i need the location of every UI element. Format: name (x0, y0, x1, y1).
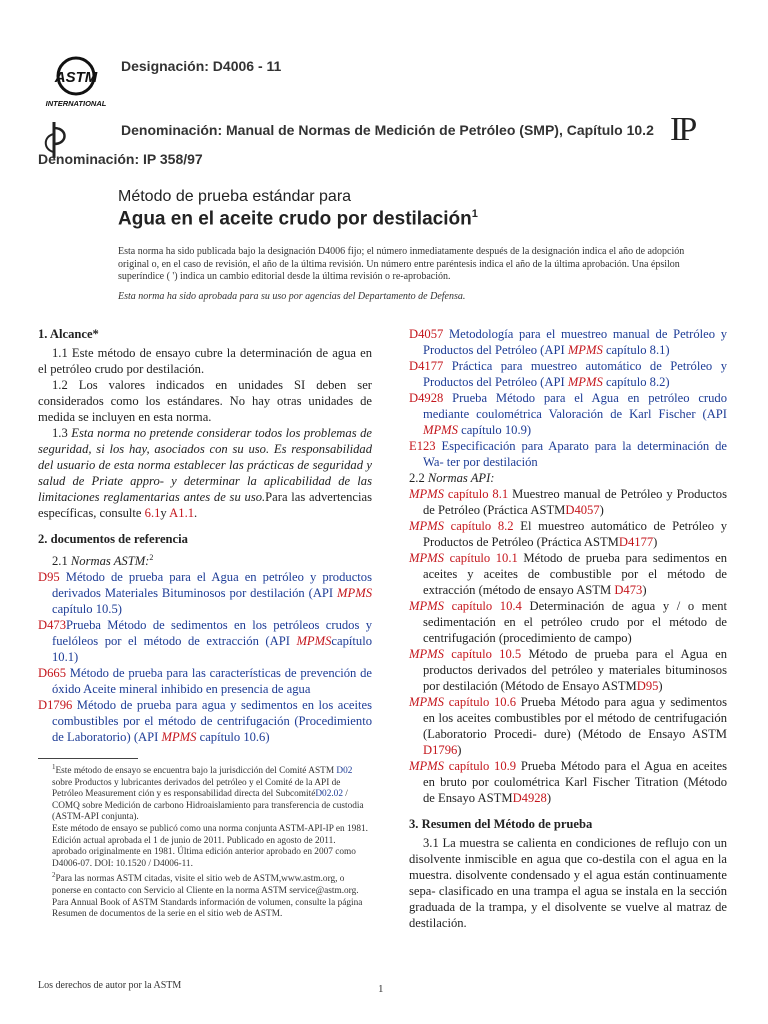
denomination-ip: Denominación: IP 358/97 (38, 151, 203, 167)
reference-title: Método de prueba para agua y sedimentos en los aceites combustibles por el método de centrifugación (Procedimiento de Laboratorio) (API (52, 698, 372, 745)
subsection-label: Normas API: (427, 471, 495, 485)
reference-item (38, 617, 372, 665)
reference-mpms: MPMS (409, 519, 444, 533)
reference-mpms: MPMS (409, 695, 444, 709)
reference-mpms: MPMS (296, 634, 332, 649)
denomination-smp: Denominación: Manual de Normas de Medición de Petróleo (SMP), Capítulo 10.2 (121, 122, 654, 138)
reference-end: ) (457, 743, 462, 757)
page-title (118, 208, 478, 230)
reference-mpms: MPMS (409, 759, 444, 773)
reference-item (409, 390, 727, 438)
page-title-text: Agua en el aceite crudo por destilación (118, 208, 472, 230)
reference-title: Determinación de agua y / o ment sedimentación en el petróleo crudo por el método de centrifugación (procedimiento de campo) (423, 599, 727, 645)
section-heading-references: 2. documentos de referencia (38, 532, 188, 546)
reference-code-link[interactable]: D4057 (565, 503, 600, 517)
reference-mpms: MPMS (423, 423, 458, 437)
page-number: 1 (378, 983, 384, 995)
astm-reference-list-cont (409, 326, 727, 470)
reference-mpms: MPMS (409, 551, 444, 565)
reference-title: Especificación para Aparato para la determinación de Wa- ter por destilación (423, 439, 727, 469)
reference-chapter-link[interactable]: capítulo 8.1 (443, 487, 509, 501)
reference-title: Prueba Método para el Agua en aceites en bruto por coulométrica Karl Fischer Titration (Método de Ensayo ASTM (423, 759, 727, 805)
ip-logo-text: IP (670, 111, 695, 148)
astm-logo-sub: INTERNATIONAL (45, 99, 107, 108)
footnote-1 (38, 762, 372, 824)
reference-title: Práctica para muestreo automático de Petróleo y Productos del Petróleo (API (423, 359, 727, 389)
reference-title: Metodología para el muestreo manual de Petróleo y Productos del Petróleo (API (423, 327, 727, 357)
subsection-label: Normas ASTM: (70, 554, 150, 569)
footnote-mark: 2 (52, 871, 56, 880)
paragraph-text: . (194, 506, 198, 520)
reference-code-link[interactable]: E123 (409, 439, 436, 453)
reference-mpms: MPMS (567, 343, 603, 357)
reference-title: Método de prueba para el Agua en petróleo y productos derivados Materiales Bituminosos por destilación (API (52, 570, 372, 601)
reference-code-link[interactable]: D665 (38, 666, 66, 681)
astm-logo (40, 50, 112, 110)
footnote-text: / COMQ sobre Medición de carbono Hidroaislamiento para transferencia de custodia (ASTM-API conjunta). (52, 789, 364, 823)
reference-title: Prueba Método para agua y sedimentos en los aceites combustibles por el método de centrifugación (Laboratorio Procedi- dure) (Método de Ensayo ASTM (423, 695, 727, 741)
reference-title: Método de prueba para sedimentos en aceites y aceites de combustible por el método de extracción (método de ensayo ASTM (423, 551, 727, 597)
reference-code-link[interactable]: D1796 (423, 743, 458, 757)
footnote-mark: 1 (52, 763, 56, 771)
subsection-api (409, 470, 727, 486)
reference-end: ) (653, 535, 658, 549)
astm-logo-text: ASTM (54, 69, 98, 86)
reference-chapter-link[interactable]: capítulo 10.9 (443, 759, 517, 773)
reference-title: El muestreo automático de Petróleo y Productos de Petróleo (Práctica ASTM (423, 519, 727, 549)
reference-item (409, 438, 727, 470)
link-6-1[interactable]: 6.1 (144, 506, 161, 520)
copyright-footer: Los derechos de autor por la ASTM (38, 980, 182, 991)
reference-title: Muestreo manual de Petróleo y Productos de Petróleo (Práctica ASTM (423, 487, 727, 517)
api-reference-item (409, 598, 727, 646)
reference-end: ) (642, 583, 647, 597)
reference-chapter: capítulo 10.5) (52, 602, 122, 617)
reference-title: Prueba Método para el Agua en petróleo crudo mediante coulométrica Valoración de Karl Fischer (API (423, 391, 727, 421)
reference-chapter-link[interactable]: capítulo 10.1 (443, 551, 518, 565)
footnote-text: Para las normas ASTM citadas, visite el sitio web de ASTM,www.astm.org, o ponerse en contacto con Servicio al Cliente en la norma ASTM service@astm.org. Para Annual Book of ASTM Standards información de volumen, consulte la página Resumen de documentos de la serie en el sitio web de ASTM. (52, 874, 363, 920)
reference-code-link[interactable]: D4177 (618, 535, 654, 549)
reference-end: ) (658, 679, 663, 693)
reference-code-link[interactable]: D473 (38, 618, 66, 633)
reference-chapter: capítulo 8.2) (602, 375, 670, 389)
paragraph-text: Para las advertencias específicas, consulte (38, 490, 372, 520)
footnote-1-edition: Edición actual aprobada el 1 de junio de 2011. Publicado en agosto de 2011. aprobado originalmente en 1981. Última edición anterior aprobado en 2007 como D4006-07. DOI: 10.1520 / D4006-11. (52, 835, 356, 869)
reference-item (409, 358, 727, 390)
link-a1-1[interactable]: A1.1 (169, 506, 195, 520)
subsection-astm (52, 550, 372, 569)
reference-code-link[interactable]: D473 (614, 583, 643, 597)
subsection-num: 2.1 (52, 554, 71, 569)
paragraph-text: y (160, 506, 170, 520)
api-reference-item (409, 758, 727, 806)
footnote-2 (38, 870, 372, 920)
reference-chapter-link[interactable]: capítulo 8.2 (443, 519, 514, 533)
reference-mpms: MPMS (409, 599, 444, 613)
api-reference-item (409, 646, 727, 694)
reference-mpms: MPMS (337, 586, 372, 601)
footnotes (38, 762, 372, 921)
reference-code-link[interactable]: D1796 (38, 698, 73, 713)
reference-title: Método de prueba para el Agua en productos derivados del petróleo y materiales bituminosos por destilación (Método de Ensayo ASTM (423, 647, 727, 693)
reference-end: ) (546, 791, 552, 805)
api-reference-item (409, 486, 727, 518)
reference-code-link[interactable]: D4928 (409, 391, 444, 405)
paragraph-1-3 (38, 425, 372, 521)
reference-code-link[interactable]: D4928 (512, 791, 547, 805)
reference-item (409, 326, 727, 358)
section-heading-scope: 1. Alcance* (38, 327, 99, 341)
footnote-text: Este método de ensayo se encuentra bajo la jurisdicción del Comité ASTM (55, 766, 337, 777)
issuance-note: Esta norma ha sido publicada bajo la designación D4006 fijo; el número inmediatamente después de la designación indica el año de adopción original o, en el caso de revisión, el año de la última revisión. Un número entre paréntesis indica el año de la última aprobación. Una épsilon superíndice ( ') indica un cambio editorial desde la última revisión o re-aprobación. (118, 246, 685, 282)
astm-reference-list (38, 569, 372, 745)
reference-chapter: capítulo 10.1) (52, 634, 372, 665)
footnote-text: sobre Productos y lubricantes derivados del petróleo y el Comité de la API de Petróleo Measurement ción y es responsabilidad directa del Subcomité (52, 777, 341, 800)
reference-mpms: MPMS (567, 375, 603, 389)
paragraph-num: 1.3 (52, 426, 72, 440)
reference-end: ) (599, 503, 604, 517)
reference-mpms: MPMS (409, 647, 444, 661)
safety-statement: Esta norma no pretende considerar todos los problemas de seguridad, si los hay, asociados con su uso. Es responsabilidad del usuario de esta norma establecer las prácticas de seguridad y salud de Priate appro- y determinar la aplicabilidad de las limitaciones reglamentarias antes de su uso. (38, 426, 372, 504)
reference-chapter: capítulo 8.1) (602, 343, 670, 357)
link-d02-02[interactable]: D02.02 (315, 789, 343, 800)
api-reference-item (409, 550, 727, 598)
paragraph-1-2: 1.2 Los valores indicados en unidades SI deben ser considerados como los estándares. No hay otras unidades de medida se incluyen en esta norma. (38, 378, 372, 424)
right-column (409, 326, 727, 931)
paragraph-3-1: 3.1 La muestra se calienta en condiciones de reflujo con un disolvente inmiscible en agua que co-destila con el agua en la muestra. disolvente condensado y el agua están continuamente sepa- clasificado en una trampa el agua se instala en la sección graduada de la trampa, y el disolvente se vuelve al matraz de destilación. (409, 836, 727, 930)
api-reference-list (409, 486, 727, 806)
reference-code-link[interactable]: D4057 (409, 327, 444, 341)
section-heading-summary: 3. Resumen del Método de prueba (409, 817, 593, 831)
reference-code-link[interactable]: D95 (38, 570, 60, 585)
subtitle: Método de prueba estándar para (118, 188, 352, 205)
reference-chapter-link[interactable]: capítulo 10.6 (443, 695, 517, 709)
reference-item (38, 665, 372, 697)
api-reference-item (409, 518, 727, 550)
reference-item (38, 569, 372, 617)
reference-mpms: MPMS (161, 730, 197, 745)
reference-mpms: MPMS (409, 487, 444, 501)
reference-code-link[interactable]: D4177 (409, 359, 444, 373)
reference-chapter: capítulo 10.9) (457, 423, 532, 437)
reference-item (38, 697, 372, 745)
reference-chapter-link[interactable]: capítulo 10.4 (443, 599, 522, 613)
footnote-mark: 2 (149, 553, 154, 562)
subsection-num: 2.2 (409, 471, 428, 485)
paragraph-1-1: 1.1 Este método de ensayo cubre la determinación de agua en el petróleo crudo por destilación. (38, 346, 372, 376)
reference-chapter-link[interactable]: capítulo 10.5 (443, 647, 522, 661)
reference-chapter: capítulo 10.6) (196, 730, 270, 745)
defense-note: Esta norma ha sido aprobada para su uso por agencias del Departamento de Defensa. (118, 291, 466, 302)
api-reference-item (409, 694, 727, 758)
designation: Designación: D4006 - 11 (121, 58, 282, 74)
reference-code-link[interactable]: D95 (636, 679, 659, 693)
link-d02[interactable]: D02 (336, 766, 353, 777)
reference-title: Método de prueba para las características de prevención de óxido Aceite mineral inhibido en presencia de agua (52, 666, 372, 697)
footnote-1-joint: Este método de ensayo se publicó como una norma conjunta ASTM-API-IP en 1981. (52, 824, 368, 835)
title-footnote-mark: 1 (471, 208, 478, 220)
footnote-divider (38, 758, 138, 759)
reference-title: Prueba Método de sedimentos en los petróleos crudos y fuelóleos por el método de extracción (API (52, 618, 372, 649)
left-column (38, 326, 372, 745)
